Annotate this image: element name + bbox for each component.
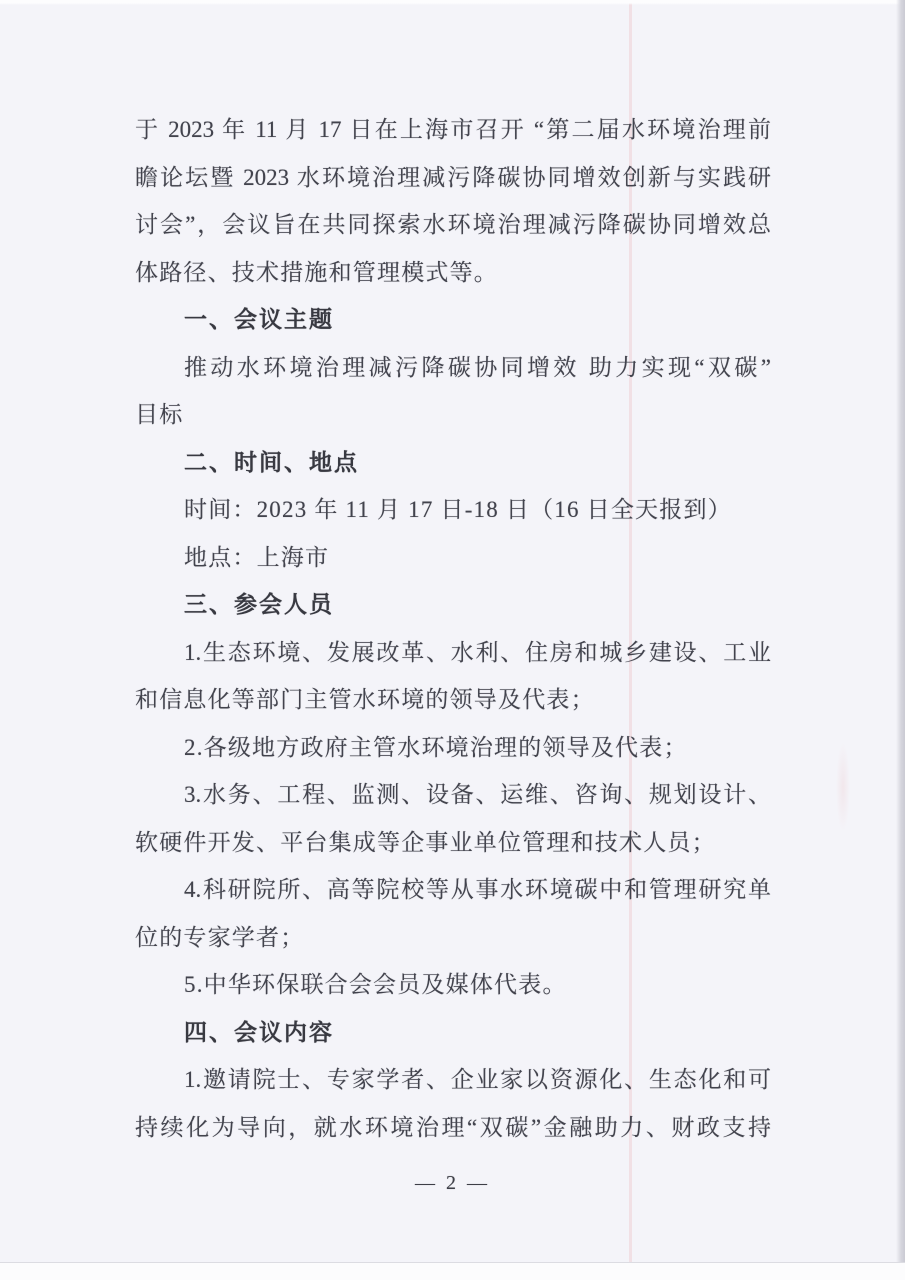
scan-edge-bottom <box>0 1262 905 1280</box>
text-line: 持续化为导向，就水环境治理“双碳”金融助力、财政支持 <box>135 1114 771 1140</box>
section-heading: 一、会议主题 <box>184 307 334 332</box>
section-heading: 四、会议内容 <box>184 1019 334 1045</box>
text-line: 4.科研院所、高等院校等从事水环境碳中和管理研究单 <box>184 877 771 902</box>
text-line: 和信息化等部门主管水环境的领导及代表； <box>135 687 595 712</box>
text-line: 讨会”，会议旨在共同探索水环境治理减污降碳协同增效总 <box>135 212 771 237</box>
text-line: 3.水务、工程、监测、设备、运维、咨询、规划设计、 <box>184 782 771 807</box>
text-line: 软硬件开发、平台集成等企事业单位管理和技术人员； <box>135 829 716 855</box>
text-line: 体路径、技术措施和管理模式等。 <box>135 259 498 285</box>
text-line: 5.中华环保联合会会员及媒体代表。 <box>184 972 567 997</box>
scan-edge-right <box>896 0 905 1262</box>
text-line: 2.各级地方政府主管水环境治理的领导及代表； <box>184 734 688 760</box>
text-line: 瞻论坛暨 2023 水环境治理减污降碳协同增效创新与实践研 <box>135 164 771 190</box>
document-body <box>135 106 771 1151</box>
section-heading: 三、参会人员 <box>184 592 334 617</box>
text-line: 推动水环境治理减污降碳协同增效 助力实现“双碳” <box>184 354 771 380</box>
text-line: 于 2023 年 11 月 17 日在上海市召开 “第二届水环境治理前 <box>135 117 771 142</box>
text-line: 1.邀请院士、专家学者、企业家以资源化、生态化和可 <box>184 1067 771 1092</box>
text-line: 1.生态环境、发展改革、水利、住房和城乡建设、工业 <box>184 639 771 665</box>
text-line: 目标 <box>135 402 184 427</box>
scan-artifact-smudge <box>836 742 850 832</box>
text-line: 时间：2023 年 11 月 17 日-18 日（16 日全天报到） <box>184 497 732 522</box>
scan-edge-top <box>0 0 905 5</box>
page-number: — 2 — <box>415 1172 490 1194</box>
text-line: 地点：上海市 <box>184 544 330 570</box>
text-line: 位的专家学者； <box>135 924 305 950</box>
section-heading: 二、时间、地点 <box>184 449 359 475</box>
